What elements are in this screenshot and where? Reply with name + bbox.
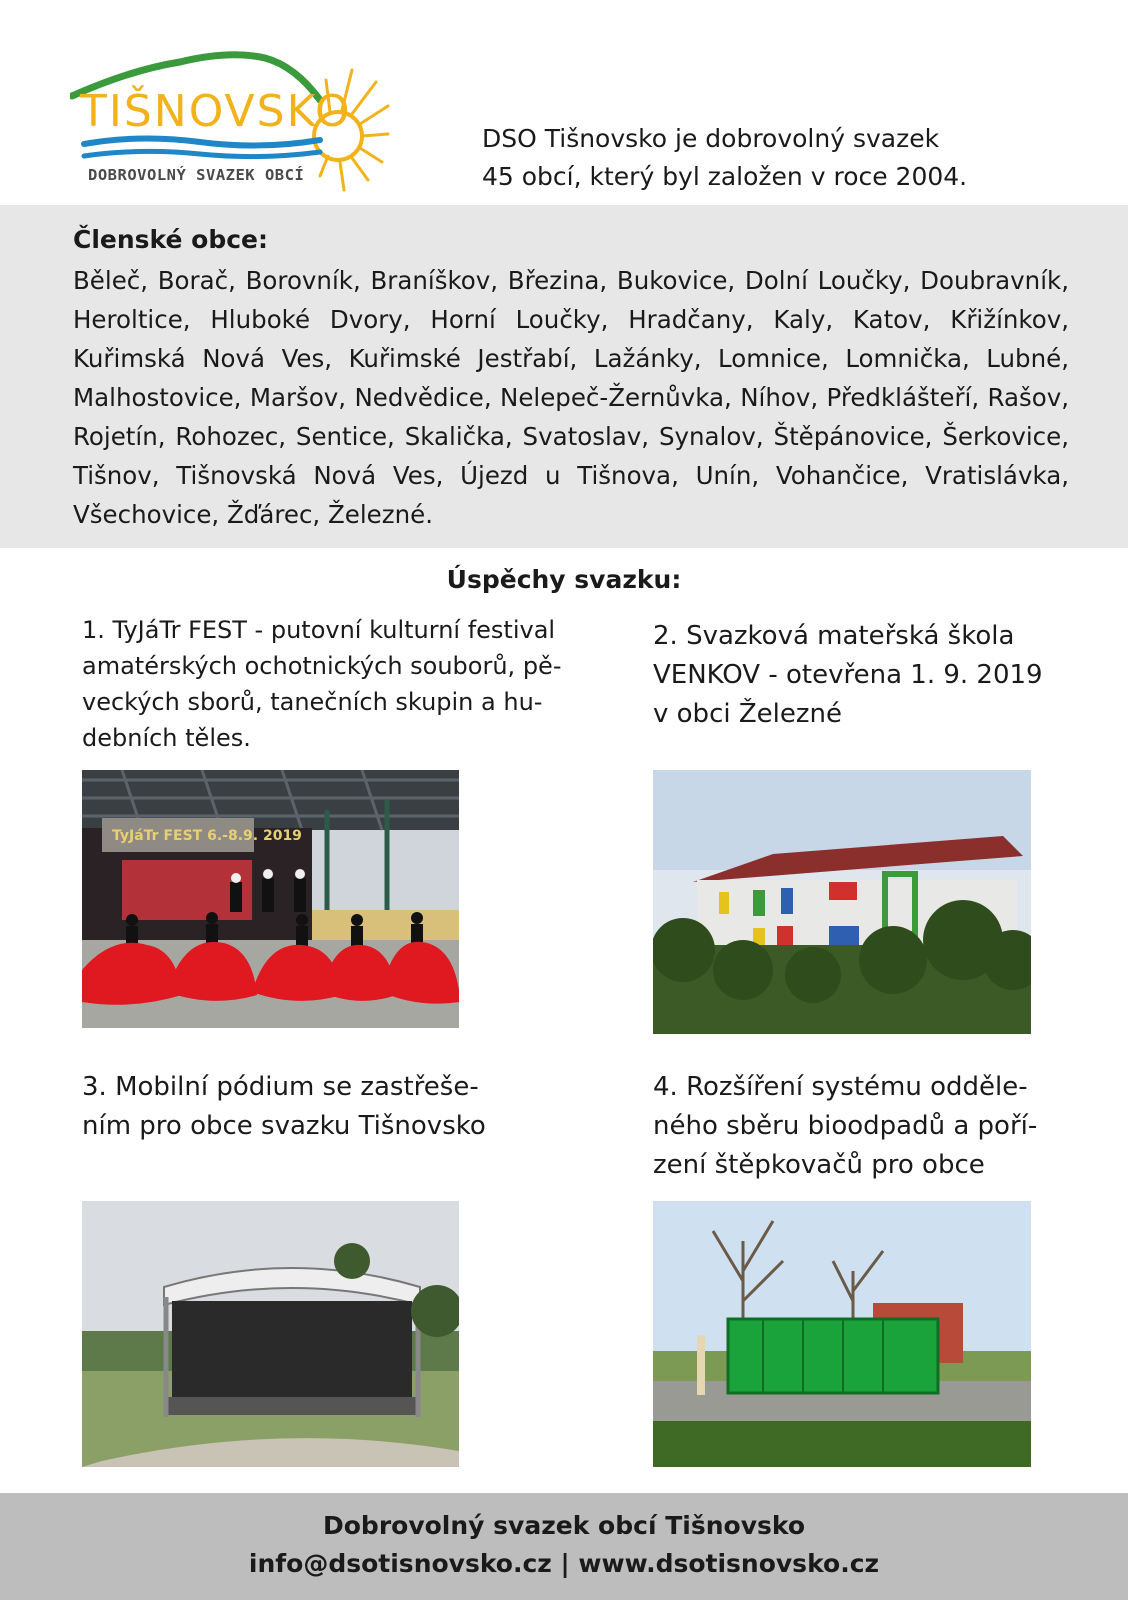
caption-line: 3. Mobilní pódium se zastřeše- [82, 1072, 479, 1102]
festival-photo [82, 770, 459, 1028]
caption-line: debních těles. [82, 724, 251, 752]
successes-title: Úspěchy svazku: [446, 565, 682, 594]
caption-line: zení štěpkovačů pro obce [653, 1150, 985, 1180]
mobile-stage-photo [82, 1201, 459, 1467]
success-1-caption [82, 612, 582, 756]
festival-banner: TyJáTr FEST 6.-8.9. 2019 [112, 828, 302, 844]
logo-wordmark: TIŠNOVSKO [80, 86, 352, 137]
intro-line-1: DSO Tišnovsko je dobrovolný svazek [482, 124, 940, 153]
members-list: Běleč, Borač, Borovník, Braníškov, Březina, Bukovice, Dolní Loučky, Doubravník, Heroltice, Hluboké Dvory, Horní Loučky, Hradčany, Kaly, Katov, Křižínkov, Kuřimská Nová Ves, Kuřimské Jestřabí, Lažánky, Lomnice, Lomnička, Lubné, Malhostovice, Maršov, Nedvědice, Nelepeč-Žernůvka, Níhov, Předklášteří, Rašov, Rojetín, Rohozec, Sentice, Skalička, Svatoslav, Synalov, Štěpánovice, Šerkovice, Tišnov, Tišnovská Nová Ves, Újezd u Tišnova, Unín, Vohančice, Vratislávka, Všechovice, Žďárec, Železné. [73, 266, 1069, 529]
footer [0, 1493, 1128, 1600]
caption-line: amatérských ochotnických souborů, pě- [82, 652, 562, 680]
tisnovsko-logo [70, 40, 400, 200]
caption-line: 1. TyJáTr FEST - putovní kulturní festival [82, 616, 556, 644]
members-section [0, 205, 1128, 548]
caption-line: 2. Svazková mateřská škola [653, 621, 1015, 651]
caption-line: 4. Rozšíření systému odděle- [653, 1072, 1028, 1102]
intro-text [482, 120, 1102, 196]
kindergarten-photo [653, 770, 1031, 1034]
footer-organization-name: Dobrovolný svazek obcí Tišnovsko [323, 1511, 805, 1540]
container-photo [653, 1201, 1031, 1467]
caption-line: veckých sborů, tanečních skupin a hu- [82, 688, 543, 716]
success-2-caption [653, 617, 1063, 734]
caption-line: ného sběru bioodpadů a poří- [653, 1111, 1038, 1141]
intro-line-2: 45 obcí, který byl založen v roce 2004. [482, 162, 968, 191]
caption-line: v obci Železné [653, 699, 842, 729]
success-3-caption [82, 1068, 582, 1146]
success-4-caption [653, 1068, 1073, 1185]
logo-subtitle: DOBROVOLNÝ SVAZEK OBCÍ [88, 166, 305, 184]
caption-line: ním pro obce svazku Tišnovsko [82, 1111, 486, 1141]
members-title: Členské obce: [73, 225, 269, 254]
caption-line: VENKOV - otevřena 1. 9. 2019 [653, 660, 1043, 690]
footer-contact[interactable]: info@dsotisnovsko.cz | www.dsotisnovsko.cz [248, 1549, 880, 1578]
